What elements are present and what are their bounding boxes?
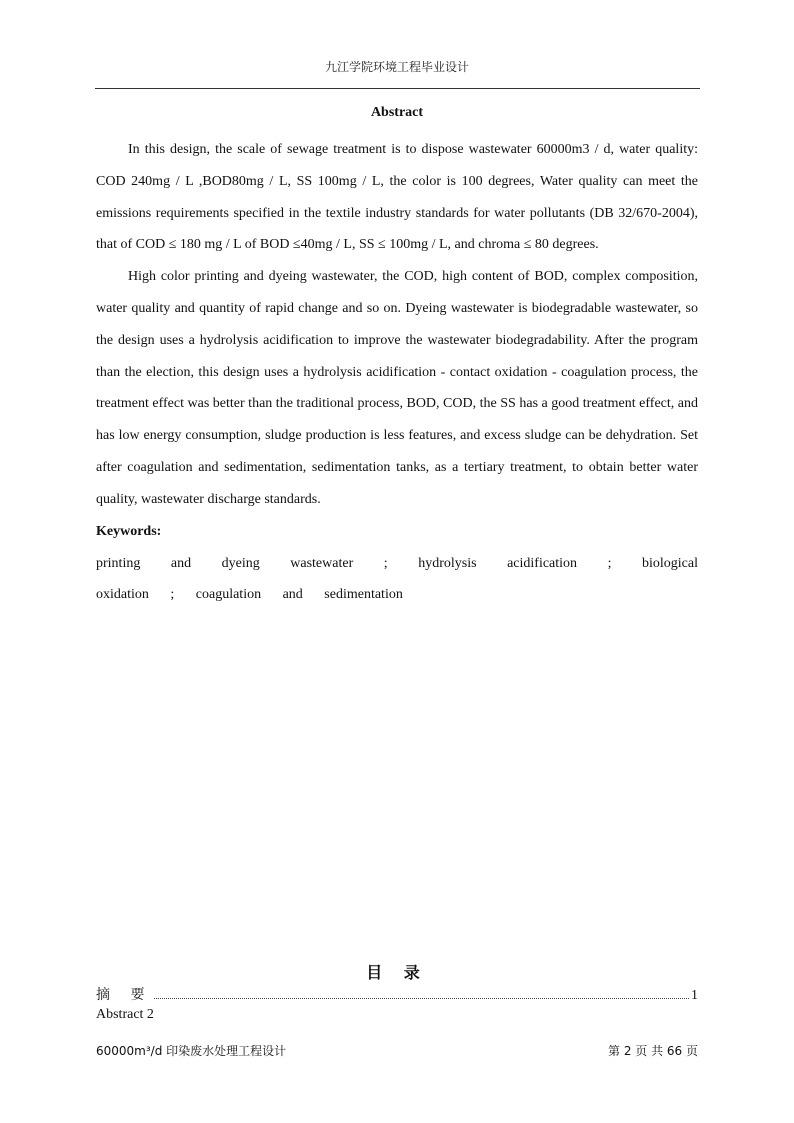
toc-title: 目 录 [366, 963, 428, 982]
keywords-heading: Keywords: [96, 523, 162, 539]
page-header: 九江学院环境工程毕业设计 [324, 60, 469, 74]
page-footer [96, 1042, 698, 1059]
abstract-paragraph-2: High color printing and dyeing wastewater, the COD, high content of BOD, complex composition, water quality and quantity of rapid change and so on. Dyeing wastewater is biodegradable wastewater, so the design uses a hydrolysis acidification to improve the wastewater biodegradability. After the program than the election, this design uses a hydrolysis acidification - contact oxidation - coagulation process, the treatment effect was better than the traditional process, BOD, COD, the SS has a good treatment effect, and has low energy consumption, sludge production is less features, and excess sludge can be dehydration. Set after coagulation and sedimentation, sedimentation tanks, as a tertiary treatment, to obtain better water quality, wastewater discharge standards. [96, 269, 698, 507]
footer-doc-title: 60000m³/d 印染废水处理工程设计 [96, 1044, 287, 1058]
abstract-title: Abstract [370, 105, 424, 120]
toc-entry-label: Abstract 2 [96, 1007, 154, 1022]
footer-page-number: 第 2 页 共 66 页 [608, 1044, 698, 1058]
header-rule [95, 88, 700, 89]
keywords-text: printing and dyeing wastewater ; hydrolysis acidification ; biological oxidation ; coagulation and sedimentation [96, 555, 698, 603]
toc-entry-page: 1 [691, 988, 698, 1003]
toc-entry-label: 摘 要 [96, 987, 153, 1003]
abstract-section [96, 102, 698, 611]
toc-entry[interactable] [96, 1007, 698, 1023]
toc-entry[interactable] [96, 984, 698, 1004]
toc-leader-dots [154, 998, 689, 999]
abstract-paragraph-1: In this design, the scale of sewage treatment is to dispose wastewater 60000m3 / d, water quality: COD 240mg / L ,BOD80mg / L, SS 100mg / L, the color is 100 degrees, Water quality can meet the emissions requirements specified in the textile industry standards for water pollutants (DB 32/670-2004), that of COD ≤ 180 mg / L of BOD ≤40mg / L, SS ≤ 100mg / L, and chroma ≤ 80 degrees. [96, 142, 698, 253]
